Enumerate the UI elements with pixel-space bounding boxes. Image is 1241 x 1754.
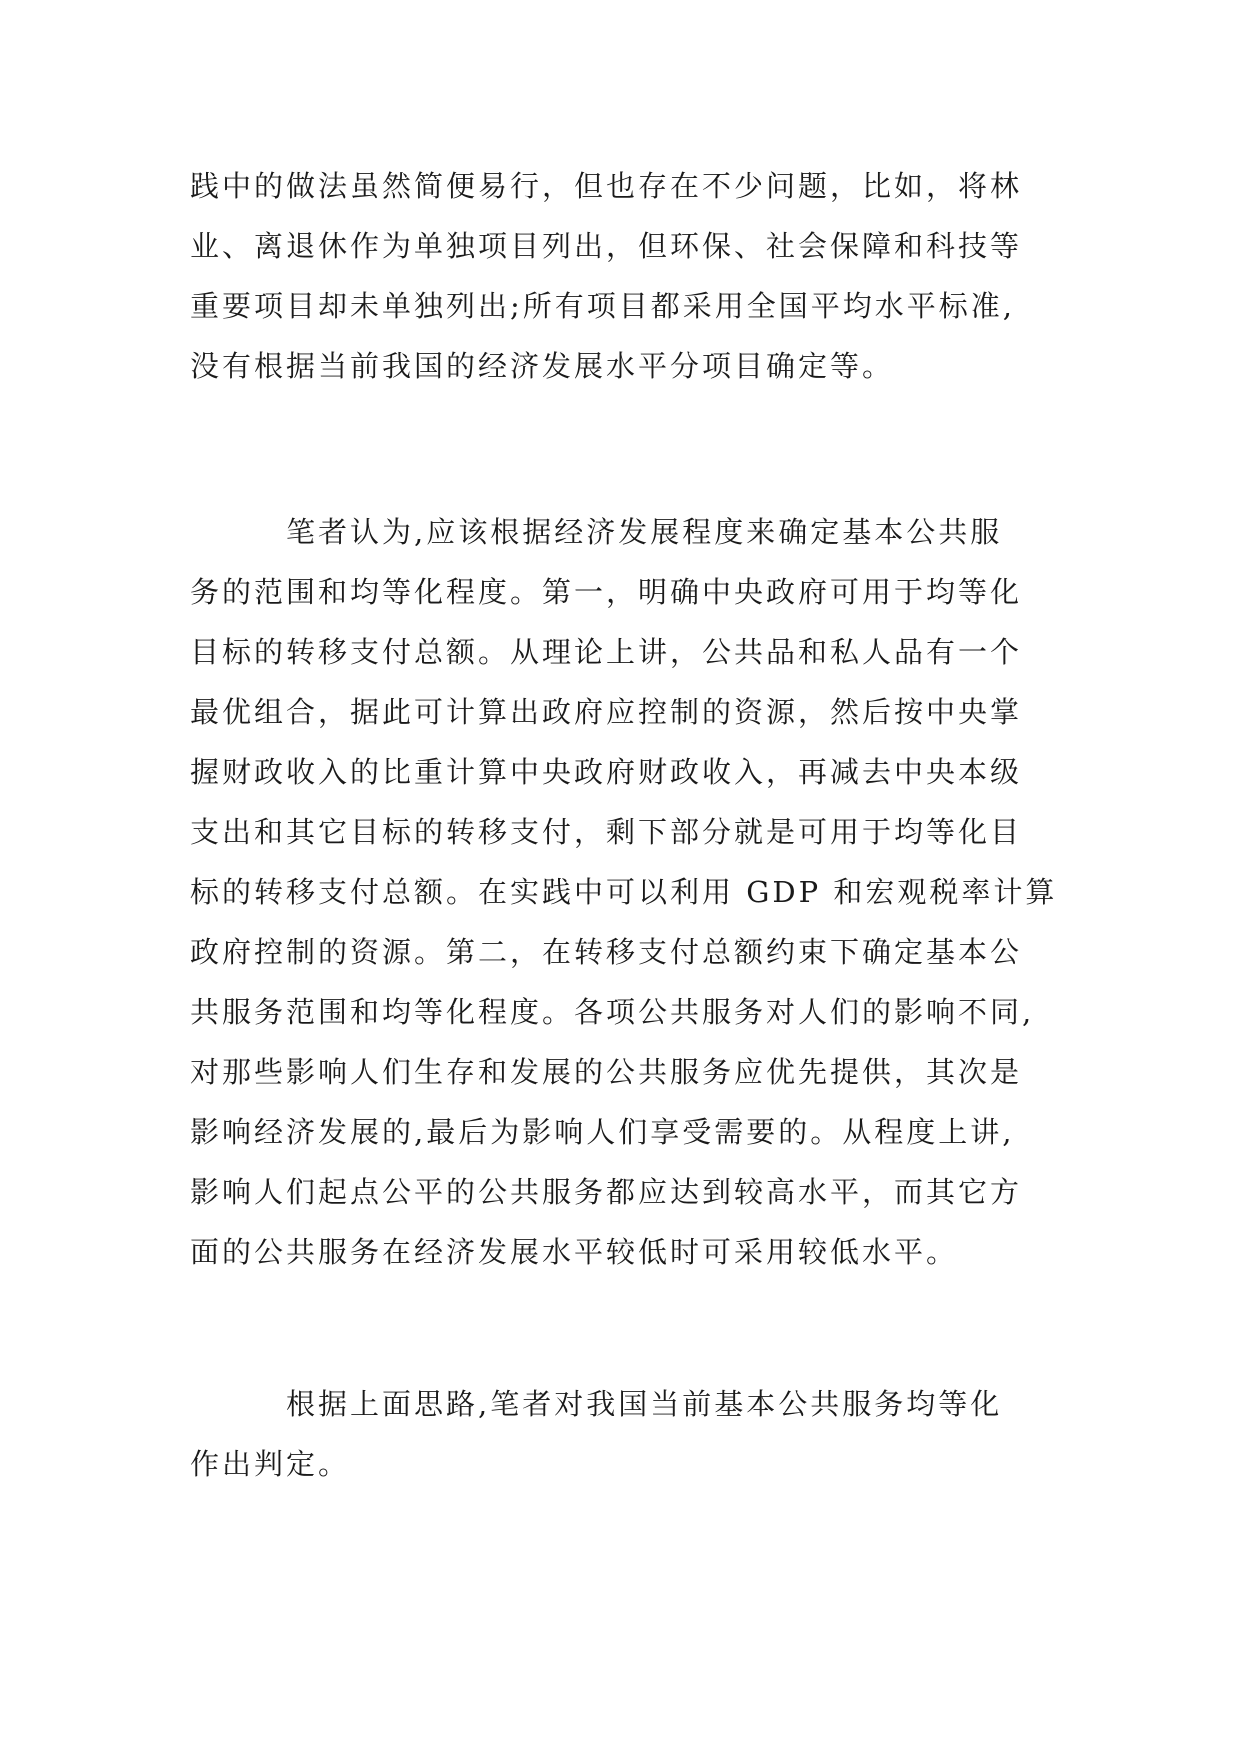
text-line: 目标的转移支付总额。从理论上讲，公共品和私人品有一个	[190, 635, 1023, 669]
text-line: 笔者认为,应该根据经济发展程度来确定基本公共服	[190, 515, 1003, 549]
text-line: 标的转移支付总额。在实践中可以利用 GDP 和宏观税率计算	[190, 875, 1058, 909]
text-line: 最优组合，据此可计算出政府应控制的资源，然后按中央掌	[190, 695, 1023, 729]
paragraph-1	[190, 156, 1060, 396]
text-line: 影响经济发展的,最后为影响人们享受需要的。从程度上讲,	[190, 1115, 1015, 1149]
text-line: 重要项目却未单独列出;所有项目都采用全国平均水平标准,	[190, 289, 1015, 323]
text-line: 支出和其它目标的转移支付，剩下部分就是可用于均等化目	[190, 815, 1023, 849]
text-line: 影响人们起点公平的公共服务都应达到较高水平，而其它方	[190, 1175, 1023, 1209]
text-line: 没有根据当前我国的经济发展水平分项目确定等。	[190, 349, 895, 383]
text-line: 对那些影响人们生存和发展的公共服务应优先提供，其次是	[190, 1055, 1023, 1089]
text-line: 作出判定。	[190, 1447, 351, 1481]
text-line: 政府控制的资源。第二，在转移支付总额约束下确定基本公	[190, 935, 1023, 969]
text-line: 业、离退休作为单独项目列出，但环保、社会保障和科技等	[190, 229, 1023, 263]
text-line: 践中的做法虽然简便易行，但也存在不少问题，比如，将林	[190, 169, 1023, 203]
paragraph-3	[190, 1374, 1060, 1494]
text-line: 共服务范围和均等化程度。各项公共服务对人们的影响不同,	[190, 995, 1035, 1029]
paragraph-2	[190, 502, 1060, 1282]
text-line: 面的公共服务在经济发展水平较低时可采用较低水平。	[190, 1235, 959, 1269]
text-line: 握财政收入的比重计算中央政府财政收入，再减去中央本级	[190, 755, 1023, 789]
text-line: 根据上面思路,笔者对我国当前基本公共服务均等化	[190, 1387, 1003, 1421]
text-line: 务的范围和均等化程度。第一，明确中央政府可用于均等化	[190, 575, 1023, 609]
